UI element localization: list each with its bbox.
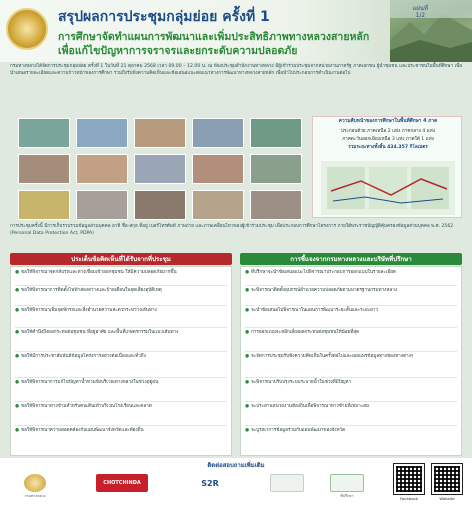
study-area-box	[312, 116, 462, 218]
list-item: ● ขอให้พิจารณาการแก้ไขปัญหาน้ำท่วมขังบริเวณทางหลวงในช่วงฤดูฝน	[15, 380, 159, 385]
list-item: ● ที่ปรึกษาจะนำข้อเสนอแนะไปพิจารณาประกอบการออกแบบในรายละเอียด	[245, 270, 396, 275]
meeting-photo	[250, 154, 302, 184]
list-item: ● จะนำข้อเสนอไปพิจารณาในแผนการพัฒนาระยะสั้นและระยะยาว	[245, 308, 379, 313]
department-logo-small	[24, 474, 46, 492]
page-indicator	[413, 5, 428, 19]
list-item: ● จะพิจารณาติดตั้งอุปกรณ์อำนวยความปลอดภัยตามมาตรฐานกรมทางหลวง	[245, 288, 398, 293]
partner-logo	[270, 474, 304, 492]
study-area-line1: ประกอบด้วย ภาคเหนือ 2 แห่ง ภาคกลาง 4 แห่ง	[341, 129, 435, 134]
intro-paragraph: กรมทางหลวงได้จัดการประชุมกลุ่มย่อย ครั้งที่ 1 ในวันที่ 21 ตุลาคม 2568 เวลา 09.00 – 12.00 น. ณ ห้องประชุมสำนักงานทางหลวง มีผู้เข้าร่วมประชุมจากหน่วยงานภาครัฐ ภาคเอกชน ผู้นำชุมชน และประชาชนในพื้นที่ศึกษา เพื่อนำเสนอรายละเอียดและความก้าวหน้าของการศึกษา รวมถึงรับฟังความคิดเห็นและข้อเสนอแนะต่อแนวทางการพัฒนาทางหลวงสายหลัก เพื่อนำไปประกอบการดำเนินงานต่อไป	[10, 64, 462, 76]
header-banner	[0, 0, 472, 62]
chotchinda-logo: CHOTCHINDA	[96, 474, 148, 492]
list-item: ● จะบูรณาการข้อมูลร่วมกับแผนพัฒนาของจังหวัด	[245, 428, 346, 433]
page-label: แผ่นที่	[412, 5, 428, 12]
footer	[0, 458, 472, 517]
org1-name: กรมทางหลวง	[24, 494, 46, 498]
meeting-photo	[18, 118, 70, 148]
list-item: ● ขอให้คำนึงถึงผลกระทบต่อชุมชน ที่อยู่อาศัย และพื้นที่เกษตรกรรมในแนวเส้นทาง	[15, 330, 179, 335]
list-item: ● ขอให้มีการประชาสัมพันธ์ข้อมูลโครงการอย่างต่อเนื่องและทั่วถึง	[15, 354, 146, 359]
list-item: ● ขอให้พิจารณาเพิ่มจุดพักรถและสิ่งอำนวยความสะดวกระหว่างเส้นทาง	[15, 308, 157, 313]
study-area-distance: รวมระยะทางทั้งสิ้น 434.357 กิโลเมตร	[348, 145, 428, 150]
page-title: สรุปผลการประชุมกลุ่มย่อย ครั้งที่ 1	[58, 9, 270, 25]
list-item: ● จะจัดการประชุมรับฟังความคิดเห็นในครั้งต่อไปและเผยแพร่ข้อมูลทางช่องทางต่างๆ	[245, 354, 414, 359]
responses-list	[240, 266, 462, 456]
meeting-photo	[134, 154, 186, 184]
study-area-title: ความคืบหน้าของการศึกษาในพื้นที่ศึกษา 4 ภาค	[338, 119, 438, 124]
list-item: ● ขอให้พิจารณาความสอดคล้องกับแผนพัฒนาจังหวัดและท้องถิ่น	[15, 428, 144, 433]
meeting-photo	[76, 190, 128, 220]
qr2-label: Website	[439, 496, 455, 501]
list-item: ● จะประสานหน่วยงานท้องถิ่นเพื่อพิจารณาทางข้ามที่เหมาะสม	[245, 404, 369, 409]
meeting-photo	[134, 190, 186, 220]
project-title-line2: เพื่อแก้ไขปัญหาการจราจรและยกระดับความปลอดภัย	[58, 45, 298, 57]
department-logo	[6, 8, 48, 50]
org4-name: ที่ปรึกษา	[340, 494, 354, 498]
responses-heading: การชี้แจงจากกรมทางหลวงและบริษัทที่ปรึกษา	[240, 253, 462, 265]
meeting-photo	[18, 190, 70, 220]
qr1-label: Facebook	[400, 496, 418, 501]
comments-heading: ประเด็นข้อคิดเห็นที่ได้รับจากที่ประชุม	[10, 253, 232, 265]
comments-list	[10, 266, 232, 456]
landscape-photo	[390, 0, 472, 62]
meeting-photo	[76, 118, 128, 148]
meeting-photo	[250, 118, 302, 148]
list-item: ● การออกแบบจะหลีกเลี่ยงผลกระทบต่อชุมชนให้น้อยที่สุด	[245, 330, 360, 335]
meeting-photo	[76, 154, 128, 184]
meeting-photo-grid	[18, 118, 302, 220]
pdpa-notice: การประชุมครั้งนี้ มีการเก็บรวบรวมข้อมูลส่วนบุคคล อาทิ ชื่อ-สกุล ที่อยู่ เบอร์โทรศัพท์ ภาพถ่าย และภาพเคลื่อนไหวของผู้เข้าร่วมประชุม เพื่อประกอบการศึกษาโครงการ ภายใต้พระราชบัญญัติคุ้มครองข้อมูลส่วนบุคคล พ.ศ. 2562 (Personal Data Protection Act, PDPA)	[10, 224, 454, 236]
project-title-line1: การศึกษาจัดทำแผนการพัฒนาและเพิ่มประสิทธิภาพทางหลวงสายหลัก	[58, 31, 370, 43]
meeting-photo	[192, 154, 244, 184]
consultant-logo	[330, 474, 364, 492]
facebook-qr-code[interactable]	[394, 464, 424, 494]
list-item: ● จะพิจารณาปรับปรุงระบบระบายน้ำในช่วงที่มีปัญหา	[245, 380, 352, 385]
study-area-map	[321, 161, 455, 215]
meeting-photo	[18, 154, 70, 184]
website-qr-code[interactable]	[432, 464, 462, 494]
meeting-photo	[192, 190, 244, 220]
meeting-photo	[250, 190, 302, 220]
list-item: ● ขอให้พิจารณาจุดกลับรถและทางเชื่อมเข้าออกชุมชน ให้มีความปลอดภัยมากขึ้น	[15, 270, 177, 275]
meeting-photo	[134, 118, 186, 148]
s2r-logo: S2R	[201, 478, 219, 488]
study-area-line2: ภาคตะวันออกเฉียงเหนือ 3 แห่ง ภาคใต้ 1 แห่ง	[342, 137, 434, 142]
list-item: ● ขอให้พิจารณาการติดตั้งไฟฟ้าส่องสว่างและป้ายเตือนในจุดเสี่ยงอุบัติเหตุ	[15, 288, 162, 293]
list-item: ● ขอให้พิจารณาทางข้ามสำหรับคนเดินเท้าบริเวณโรงเรียนและตลาด	[15, 404, 152, 409]
page-number: 1/2	[415, 12, 426, 19]
meeting-photo	[192, 118, 244, 148]
contact-heading: ติดต่อสอบถามเพิ่มเติม	[207, 462, 265, 469]
